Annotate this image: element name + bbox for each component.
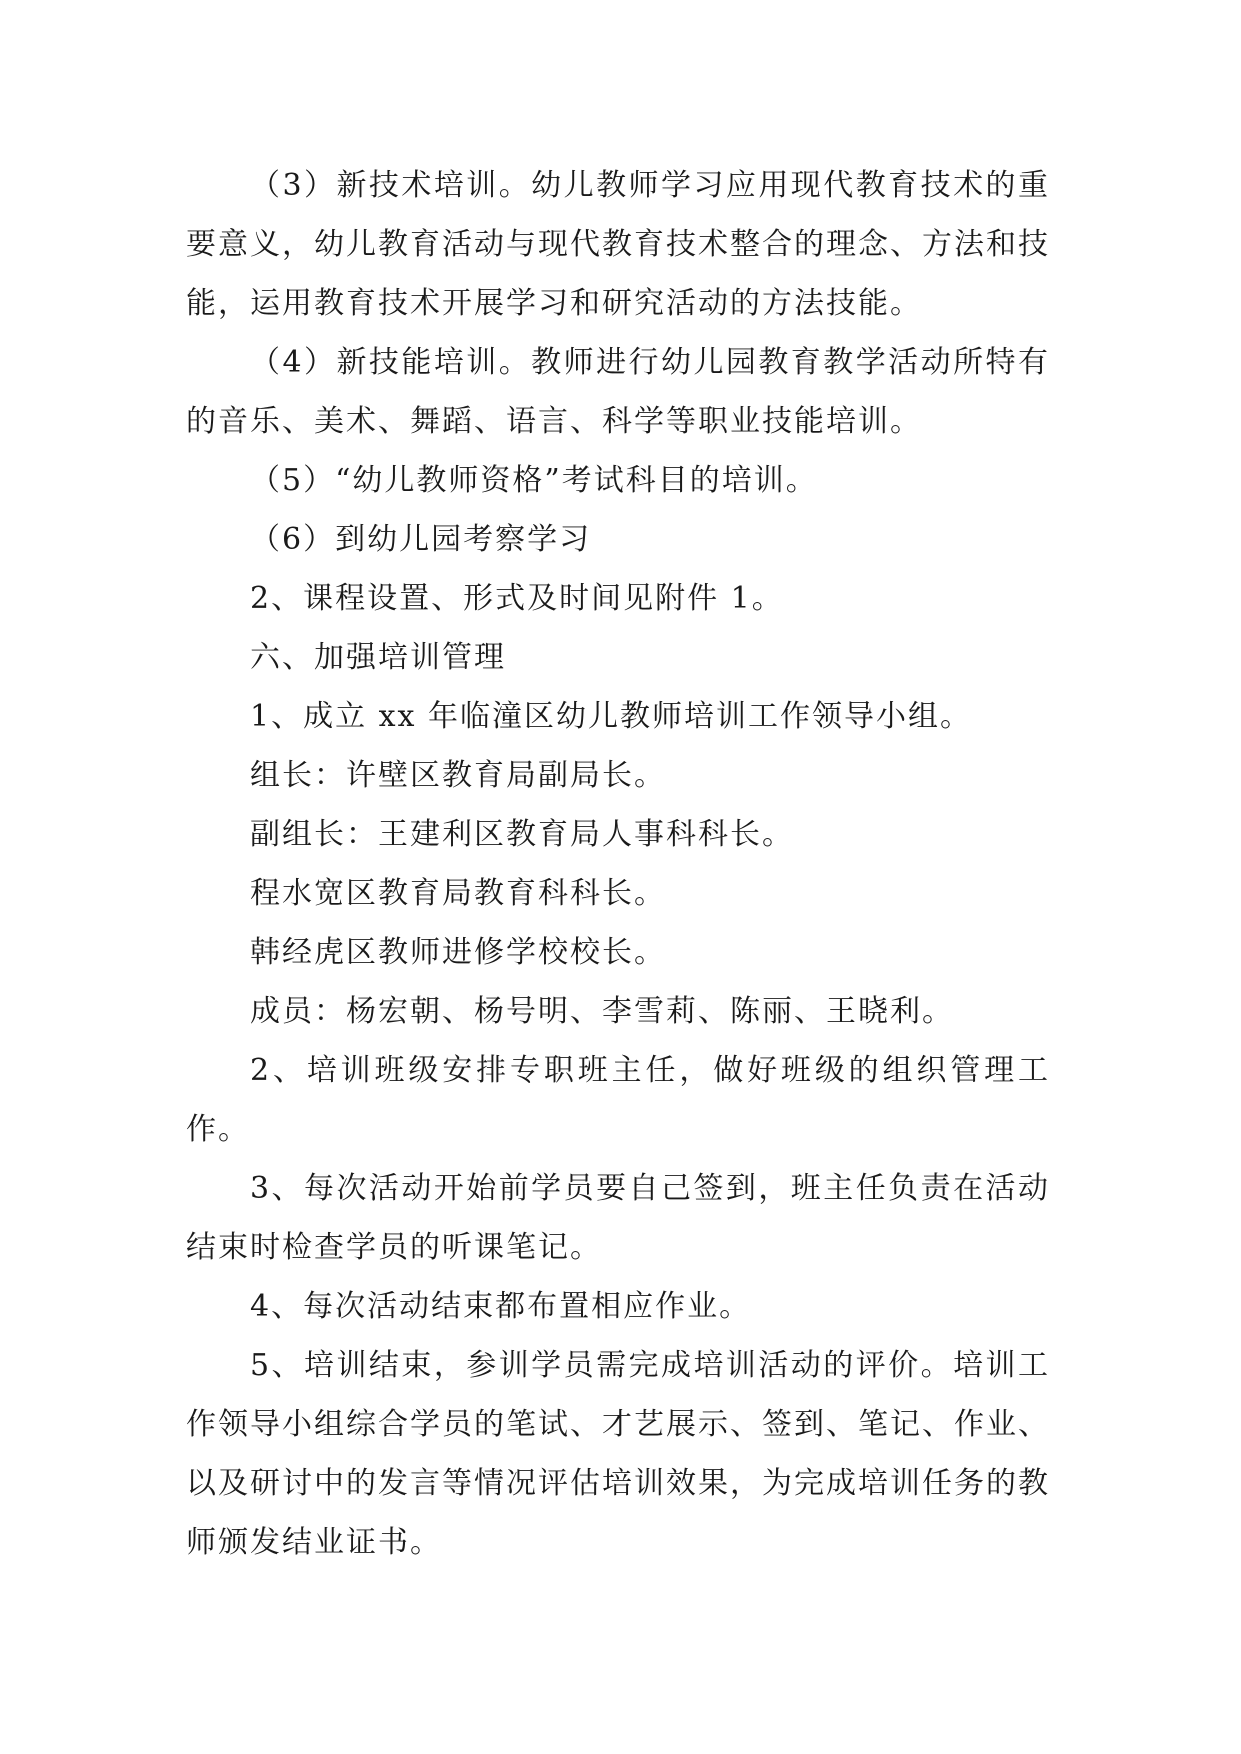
paragraph-group-leader: 组长：许壁区教育局副局长。 <box>250 758 666 793</box>
paragraph-class-teacher: 2、培训班级安排专职班主任，做好班级的组织管理工作。 <box>186 1053 1050 1147</box>
document-body <box>186 156 1050 1572</box>
paragraph-leading-group: 1、成立 xx 年临潼区幼儿教师培训工作领导小组。 <box>250 699 972 734</box>
paragraph-deputy-leader-3: 韩经虎区教师进修学校校长。 <box>250 935 666 970</box>
paragraph-new-skill-training: （4）新技能培训。教师进行幼儿园教育教学活动所特有的音乐、美术、舞蹈、语言、科学等职业技能培训。 <box>186 345 1050 439</box>
paragraph-evaluation: 5、培训结束，参训学员需完成培训活动的评价。培训工作领导小组综合学员的笔试、才艺展示、签到、笔记、作业、以及研讨中的发言等情况评估培训效果，为完成培训任务的教师颁发结业证书。 <box>186 1348 1050 1560</box>
paragraph-homework: 4、每次活动结束都布置相应作业。 <box>250 1289 752 1324</box>
paragraph-site-visit: （6）到幼儿园考察学习 <box>250 522 592 557</box>
paragraph-members: 成员：杨宏朝、杨号明、李雪莉、陈丽、王晓利。 <box>250 994 954 1029</box>
paragraph-deputy-leader: 副组长：王建利区教育局人事科科长。 <box>250 817 794 852</box>
paragraph-new-tech-training: （3）新技术培训。幼儿教师学习应用现代教育技术的重要意义，幼儿教育活动与现代教育技术整合的理念、方法和技能，运用教育技术开展学习和研究活动的方法技能。 <box>186 168 1050 321</box>
paragraph-course-settings: 2、课程设置、形式及时间见附件 1。 <box>250 581 784 616</box>
paragraph-sign-in: 3、每次活动开始前学员要自己签到，班主任负责在活动结束时检查学员的听课笔记。 <box>186 1171 1050 1265</box>
paragraph-qualification-exam: （5）“幼儿教师资格”考试科目的培训。 <box>250 463 818 498</box>
paragraph-deputy-leader-2: 程水宽区教育局教育科科长。 <box>250 876 666 911</box>
section-heading-management: 六、加强培训管理 <box>250 640 506 675</box>
